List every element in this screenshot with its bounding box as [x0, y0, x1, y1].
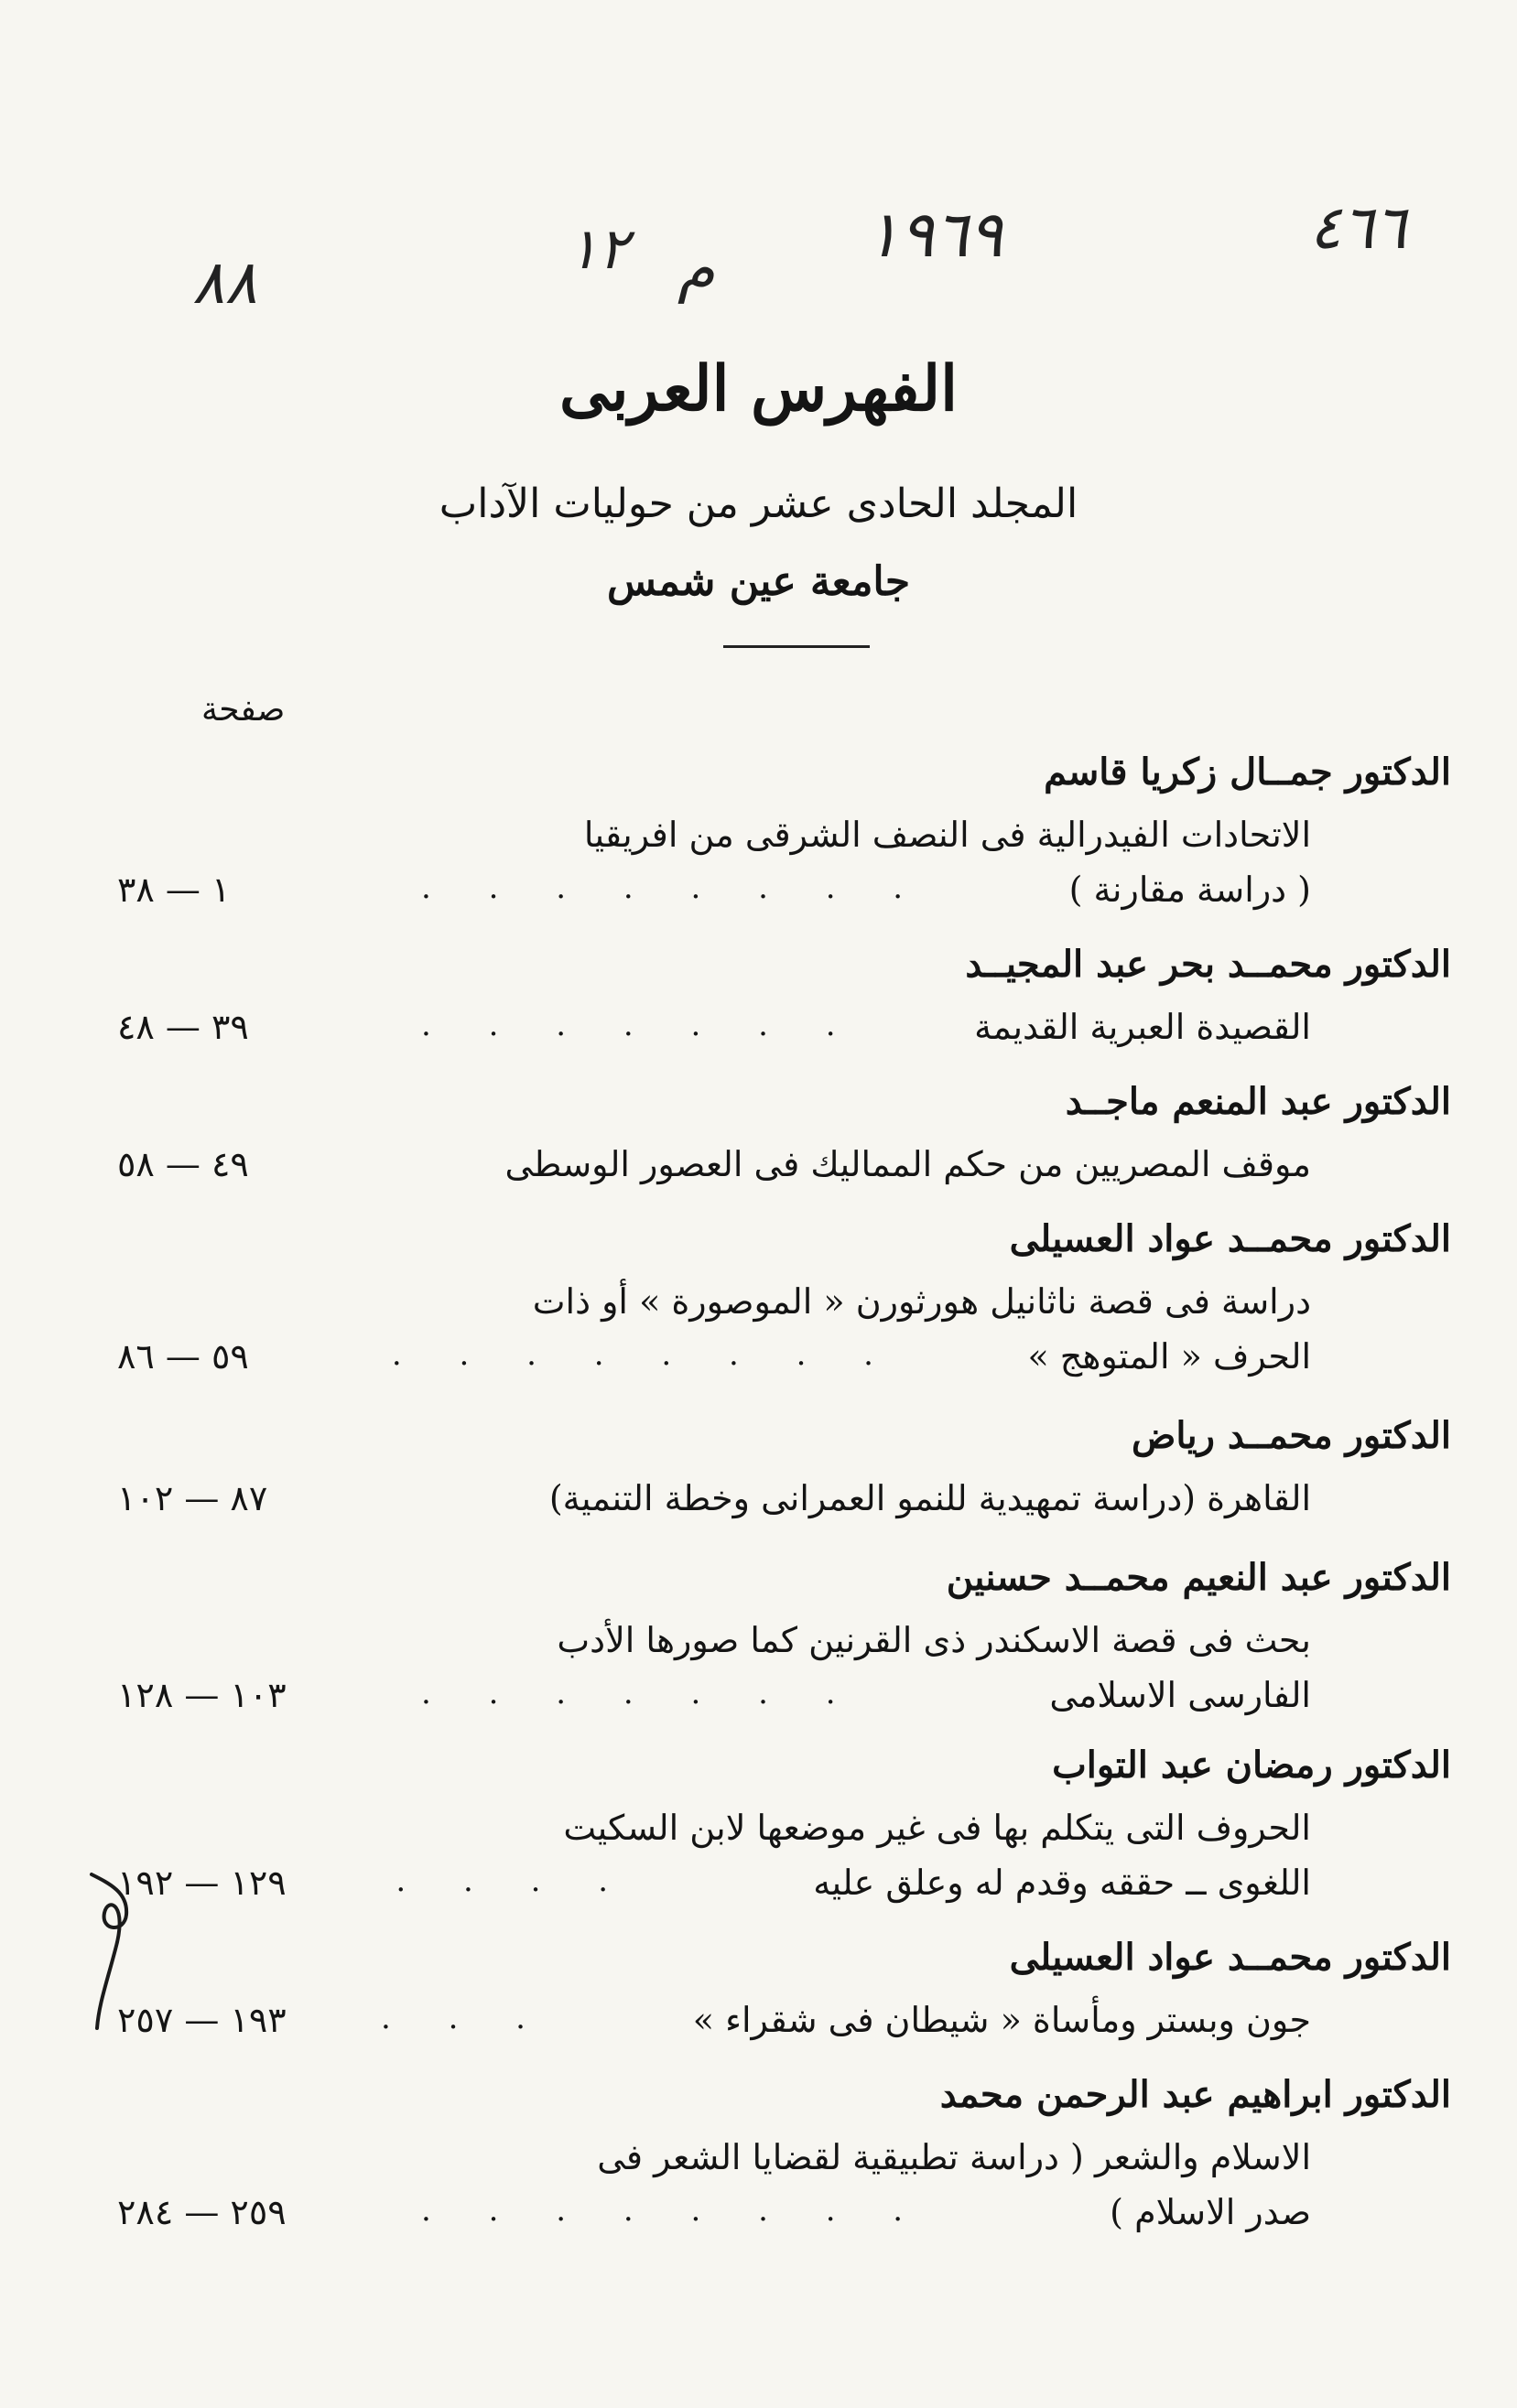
page-column-label: صفحة — [201, 691, 286, 729]
entry-author: الدكتور محمــد رياض — [1131, 1414, 1451, 1457]
entry-author: الدكتور محمــد بحر عبد المجيــد — [965, 943, 1451, 986]
entry-title-line: موقف المصريين من حكم المماليك فى العصور الوسطى — [504, 1144, 1311, 1184]
page-title: الفهرس العربى — [558, 352, 959, 426]
entry-pages: ٤٩ — ٥٨ — [117, 1144, 249, 1184]
title-divider — [723, 645, 870, 648]
entry-author: الدكتور محمــد عواد العسيلى — [1009, 1217, 1451, 1260]
entry-title-line: الفارسى الاسلامى — [1049, 1675, 1311, 1715]
entry-pages: ١ — ٣٨ — [117, 869, 231, 910]
leader-dots: . . . . . . . . — [421, 869, 927, 906]
entry-author: الدكتور عبد النعيم محمــد حسنين — [946, 1556, 1451, 1599]
entry-pages: ١٩٣ — ٢٥٧ — [117, 2000, 287, 2040]
entry-author: الدكتور عبد المنعم ماجــد — [1065, 1080, 1451, 1123]
entry-title-line: الحرف « المتوهج » — [1027, 1336, 1311, 1377]
entry-pages: ٣٩ — ٤٨ — [117, 1007, 249, 1047]
entry-title-line: جون وبستر ومأساة « شيطان فى شقراء » — [692, 2000, 1311, 2040]
entry-title-line: صدر الاسلام ) — [1110, 2192, 1311, 2232]
page-subtitle: المجلد الحادى عشر من حوليات الآداب — [439, 481, 1078, 527]
entry-title-line: دراسة فى قصة ناثانيل هورثورن « الموصورة » أو ذات — [532, 1281, 1311, 1322]
entry-pages: ١٢٩ — ١٩٢ — [117, 1863, 287, 1903]
entry-pages: ٥٩ — ٨٦ — [117, 1336, 249, 1377]
entry-author: الدكتور جمــال زكريا قاسم — [1044, 750, 1451, 794]
leader-dots: . . . . . . . — [421, 1675, 860, 1712]
entry-title-line: بحث فى قصة الاسكندر ذى القرنين كما صورها الأدب — [557, 1620, 1311, 1660]
entry-title-line: الاسلام والشعر ( دراسة تطبيقية لقضايا الشعر فى — [597, 2137, 1311, 2177]
entry-pages: ١٠٣ — ١٢٨ — [117, 1675, 287, 1715]
entry-title-line: القاهرة (دراسة تمهيدية للنمو العمرانى وخطة التنمية) — [548, 1478, 1311, 1518]
leader-dots: . . . . . . . — [421, 1007, 860, 1043]
entry-title-line: اللغوى ــ حققه وقدم له وعلق عليه — [813, 1863, 1311, 1903]
entry-author: الدكتور رمضان عبد التواب — [1052, 1744, 1451, 1787]
handwritten-number: ١٢ — [568, 215, 629, 282]
entry-title-line: القصيدة العبرية القديمة — [974, 1007, 1311, 1047]
handwritten-volume-mark: ٤٦٦ — [1309, 192, 1407, 263]
entry-author: الدكتور ابراهيم عبد الرحمن محمد — [939, 2073, 1451, 2116]
leader-dots: . . . . . . . . — [391, 1336, 897, 1373]
leader-dots: . . . . . . . . — [421, 2192, 927, 2229]
handwritten-code: ٨٨ — [192, 247, 257, 318]
entry-author: الدكتور محمــد عواد العسيلى — [1009, 1936, 1451, 1979]
entry-pages: ٨٧ — ١٠٢ — [117, 1478, 268, 1518]
leader-dots: . . . — [380, 2000, 549, 2036]
entry-title-line: الاتحادات الفيدرالية فى النصف الشرقى من افريقيا — [583, 815, 1311, 855]
entry-title-line: الحروف التى يتكلم بها فى غير موضعها لابن السكيت — [563, 1808, 1311, 1848]
leader-dots: . . . . — [396, 1863, 632, 1899]
entry-pages: ٢٥٩ — ٢٨٤ — [117, 2192, 287, 2232]
entry-title-line: ( دراسة مقارنة ) — [1068, 869, 1311, 910]
handwritten-year: ١٩٦٩ — [865, 197, 1003, 272]
handwritten-m-mark: م — [677, 233, 715, 304]
university-name: جامعة عين شمس — [606, 558, 911, 605]
